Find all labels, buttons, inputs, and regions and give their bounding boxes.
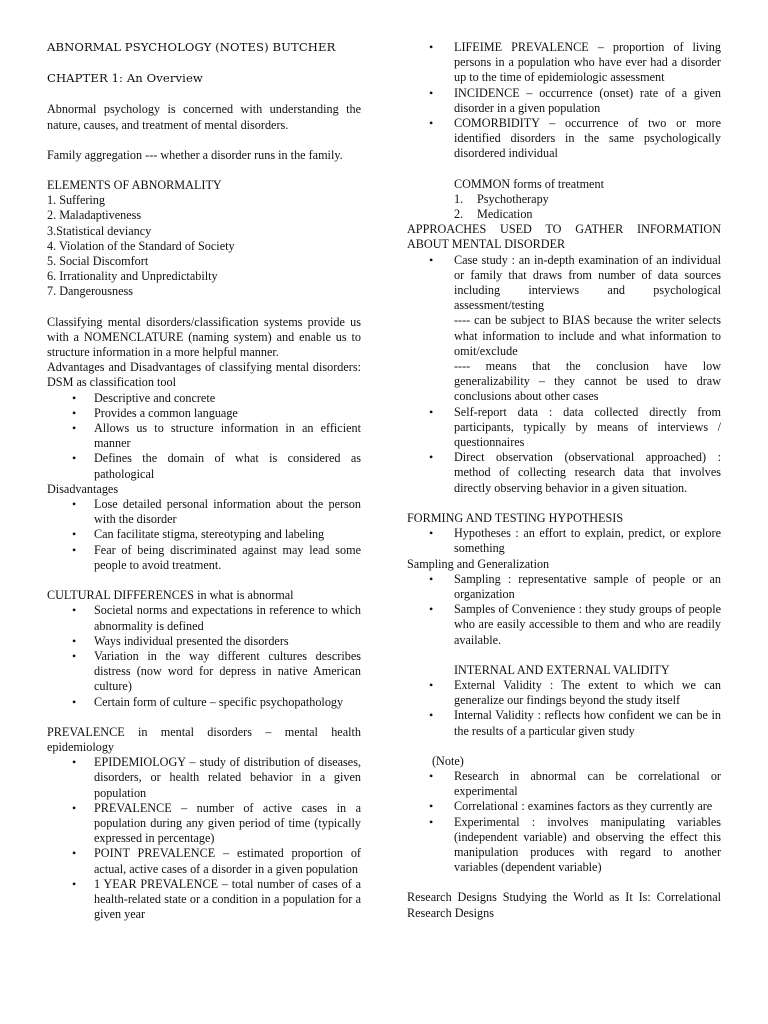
list-item: • EPIDEMIOLOGY – study of distribution of diseases, disorders, or health related behavior in a given population	[47, 755, 361, 801]
list-item: • External Validity : The extent to which we can generalize our findings beyond the study itself	[407, 678, 721, 708]
list-item: • Sampling : representative sample of people or an organization	[407, 572, 721, 602]
validity-list	[407, 678, 721, 739]
research-designs-heading: Research Designs Studying the World as It Is: Correlational Research Designs	[407, 890, 721, 920]
case-study-text: Case study : an in-depth examination of an individual or family that draws from number of data sources including interviews and psychological assessment/testing	[454, 252, 721, 313]
classifying-paragraph: Classifying mental disorders/classification systems provide us with a NOMENCLATURE (naming system) and enable us to structure information in a more helpful manner.	[47, 314, 361, 360]
family-aggregation-paragraph: Family aggregation --- whether a disorder runs in the family.	[47, 147, 343, 162]
list-item: • Can facilitate stigma, stereotyping and labeling	[47, 527, 361, 542]
list-number: 2.	[454, 207, 464, 222]
list-item	[407, 192, 721, 207]
list-item: 5. Social Discomfort	[47, 254, 149, 269]
list-item: • Descriptive and concrete	[47, 391, 361, 406]
approaches-list	[407, 253, 721, 496]
case-study-note: ---- can be subject to BIAS because the writer selects what information to include and what information to omit/exclude	[454, 313, 721, 358]
list-item: • Variation in the way different cultures describes distress (now word for depress in native American culture)	[47, 649, 361, 695]
list-item: • Hypotheses : an effort to explain, predict, or explore something	[407, 526, 721, 556]
elements-list	[47, 193, 361, 299]
prevalence-heading: PREVALENCE in mental disorders – mental health epidemiology	[47, 724, 361, 754]
list-item: • Ways individual presented the disorders	[47, 634, 361, 649]
chapter-heading: CHAPTER 1: An Overview	[47, 71, 203, 86]
list-item: 1. Suffering	[47, 193, 105, 208]
list-item: • Certain form of culture – specific psychopathology	[47, 695, 361, 710]
approaches-heading: APPROACHES USED TO GATHER INFORMATION ABOUT MENTAL DISORDER	[407, 222, 721, 252]
validity-heading: INTERNAL AND EXTERNAL VALIDITY	[454, 662, 670, 677]
list-item: • Allows us to structure information in an efficient manner	[47, 421, 361, 451]
list-item: • Provides a common language	[47, 406, 361, 421]
list-item: 6. Irrationality and Unpredictabilty	[47, 269, 218, 284]
case-study-note: ---- means that the conclusion have low generalizability – they cannot be used to draw conclusions about other cases	[454, 359, 721, 404]
list-item: • LIFEIME PREVALENCE – proportion of living persons in a population who have ever had a disorder up to the time of epidemiologic assessment	[407, 40, 721, 86]
list-item: • POINT PREVALENCE – estimated proportion of actual, active cases of a disorder in a given population	[47, 846, 361, 876]
prevalence-continued-list	[407, 40, 721, 162]
disadvantages-list	[47, 497, 361, 573]
treatment-heading: COMMON forms of treatment	[454, 176, 604, 191]
prevalence-list	[47, 755, 361, 922]
list-item: 3.Statistical deviancy	[47, 223, 152, 238]
list-item: • Samples of Convenience : they study groups of people who are easily accessible to them and who are readily available.	[407, 602, 721, 648]
elements-heading: ELEMENTS OF ABNORMALITY	[47, 178, 222, 193]
sampling-heading: Sampling and Generalization	[407, 556, 550, 571]
list-item: • INCIDENCE – occurrence (onset) rate of a given disorder in a given population	[407, 86, 721, 116]
intro-paragraph: Abnormal psychology is concerned with understanding the nature, causes, and treatment of mental disorders.	[47, 102, 361, 132]
list-text: Medication	[477, 207, 533, 222]
list-item: 4. Violation of the Standard of Society	[47, 238, 235, 253]
list-item: • 1 YEAR PREVALENCE – total number of cases of a health-related state or a condition in a population for a given year	[47, 877, 361, 923]
list-item	[407, 207, 721, 222]
list-item: • Research in abnormal can be correlational or experimental	[407, 769, 721, 799]
cultural-heading: CULTURAL DIFFERENCES in what is abnormal	[47, 588, 294, 603]
treatment-list	[407, 192, 721, 222]
left-column	[47, 40, 361, 922]
sampling-list	[407, 572, 721, 648]
list-item: • Direct observation (observational approached) : method of collecting research data that involves directly observing behavior in a given situation.	[407, 450, 721, 496]
list-item: 7. Dangerousness	[47, 284, 133, 299]
list-item: • Lose detailed personal information about the person with the disorder	[47, 497, 361, 527]
cultural-list	[47, 603, 361, 709]
list-item: • COMORBIDITY – occurrence of two or more identified disorders in the same psychologically disordered individual	[407, 116, 721, 162]
list-item: • Correlational : examines factors as they currently are	[407, 799, 721, 814]
list-item: 2. Maladaptiveness	[47, 208, 142, 223]
advantages-list	[47, 391, 361, 482]
list-number: 1.	[454, 191, 464, 206]
note-heading: (Note)	[432, 753, 464, 768]
list-item: • Fear of being discriminated against may lead some people to avoid treatment.	[47, 543, 361, 573]
list-item: • Defines the domain of what is considered as pathological	[47, 451, 361, 481]
list-text: Psychotherapy	[477, 191, 549, 206]
list-item: • Self-report data : data collected directly from participants, typically by means of interviews / questionnaires	[407, 405, 721, 451]
document-title: ABNORMAL PSYCHOLOGY (NOTES) BUTCHER	[47, 40, 336, 54]
disadvantages-heading: Disadvantages	[47, 481, 119, 496]
list-item: • Experimental : involves manipulating variables (independent variable) and observing the effect this manipulation produces with regard to another variables (dependent variable)	[407, 815, 721, 876]
list-item	[407, 253, 721, 405]
notes-list	[407, 769, 721, 875]
list-item: • Internal Validity : reflects how confident we can be in the results of a particular given study	[407, 708, 721, 738]
list-item: • Societal norms and expectations in reference to which abnormality is defined	[47, 603, 361, 633]
hypothesis-heading: FORMING AND TESTING HYPOTHESIS	[407, 510, 624, 525]
right-column	[407, 40, 721, 921]
list-item: • PREVALENCE – number of active cases in a population during any given period of time (typically expressed in percentage)	[47, 801, 361, 847]
advantages-heading: Advantages and Disadvantages of classifying mental disorders: DSM as classification tool	[47, 360, 361, 390]
hypothesis-list	[407, 526, 721, 556]
